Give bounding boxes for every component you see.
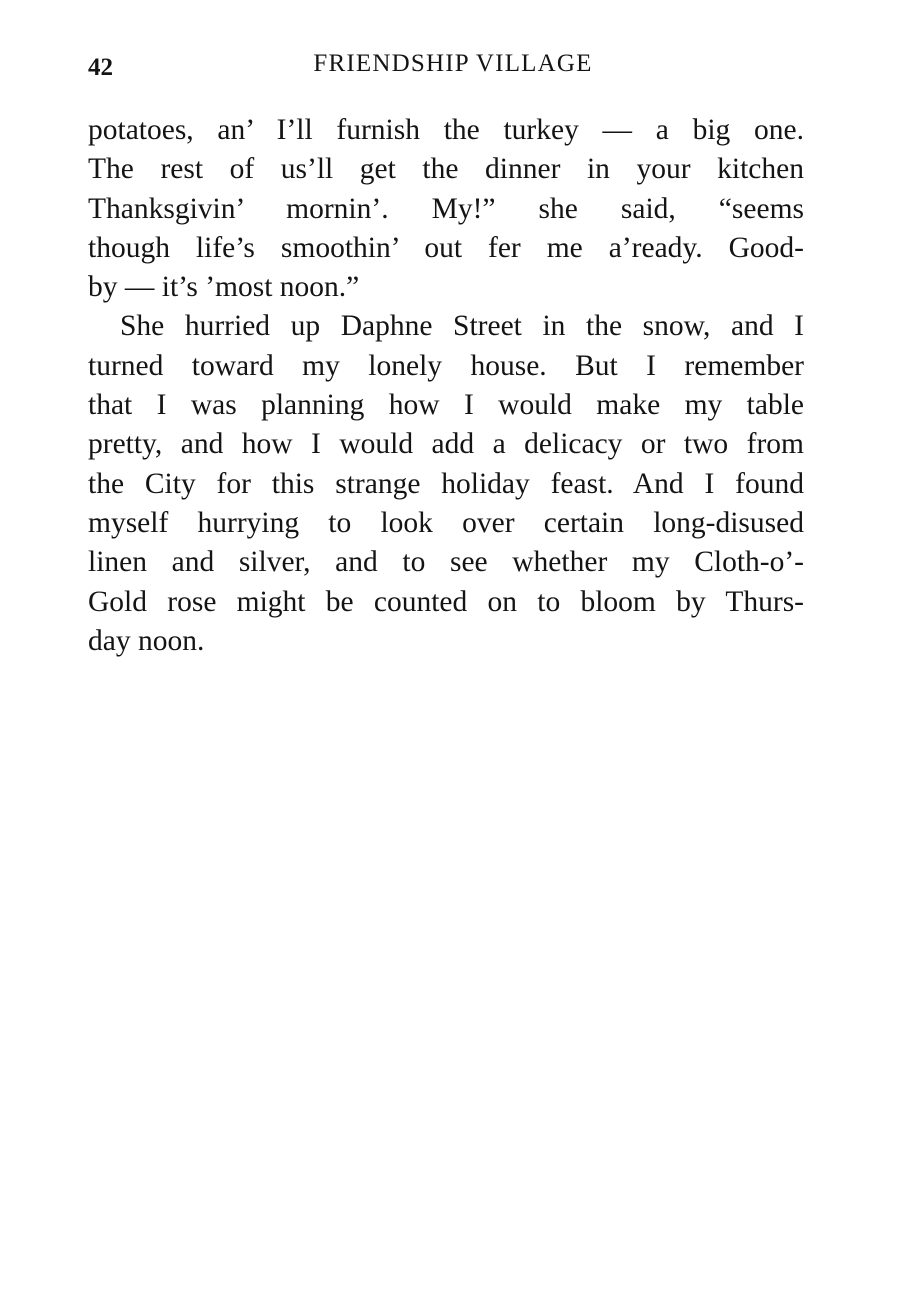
text-line: that I was planning how I would make my table: [88, 389, 804, 422]
text-line: potatoes, an’ I’ll furnish the turkey — a big one.: [88, 114, 804, 146]
text-line: turned toward my lonely house. But I remember: [88, 349, 804, 382]
text-line: The rest of us’ll get the dinner in your kitchen: [88, 153, 804, 186]
running-head: [88, 50, 804, 86]
body-text: [88, 111, 804, 661]
text-line: day noon.: [88, 624, 205, 657]
paragraph-1: [88, 111, 804, 307]
running-title: FRIENDSHIP VILLAGE: [313, 50, 593, 77]
text-line: the City for this strange holiday feast. And I found: [88, 467, 804, 500]
text-line: Gold rose might be counted on to bloom by Thurs-: [88, 585, 804, 618]
text-line: Thanksgivin’ mornin’. My!” she said, “seems: [88, 192, 804, 225]
paragraph-2: [88, 307, 804, 661]
text-line: linen and silver, and to see whether my Cloth-o’-: [88, 546, 804, 579]
page-number: 42: [88, 54, 113, 81]
text-line: She hurried up Daphne Street in the snow, and I: [120, 310, 804, 343]
text-line: myself hurrying to look over certain long-disused: [88, 506, 804, 539]
text-line: by — it’s ’most noon.”: [88, 271, 360, 304]
text-line: pretty, and how I would add a delicacy or two from: [88, 428, 804, 461]
text-line: though life’s smoothin’ out fer me a’ready. Good-: [88, 231, 804, 264]
